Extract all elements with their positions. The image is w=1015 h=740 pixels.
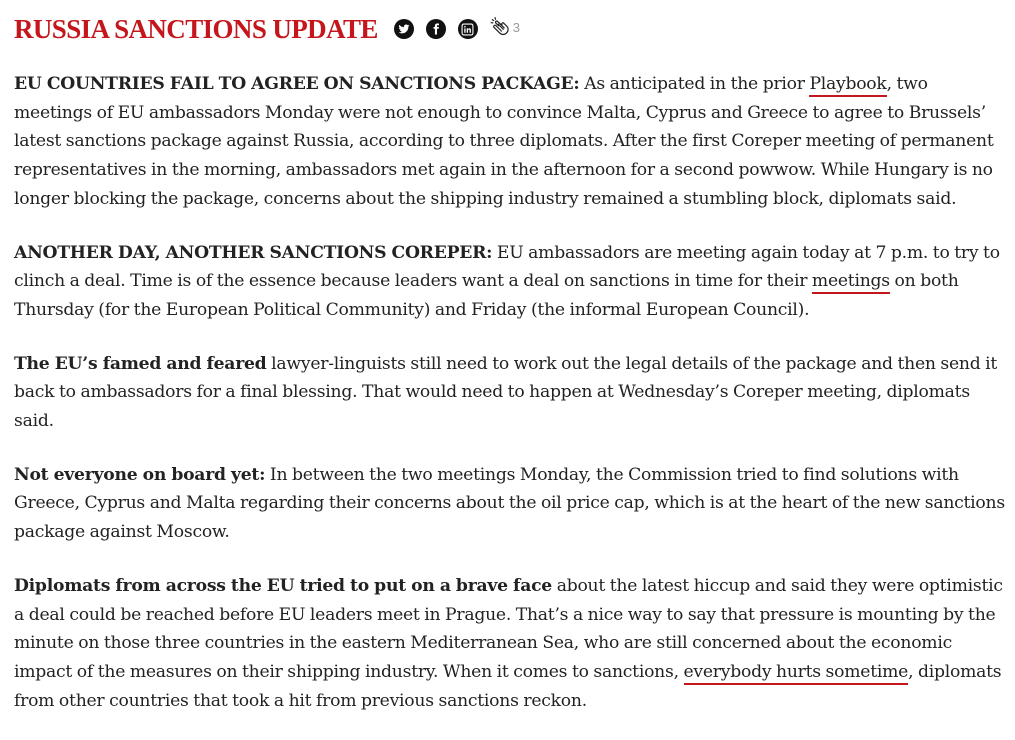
paragraph-lead: ANOTHER DAY, ANOTHER SANCTIONS COREPER: bbox=[14, 242, 493, 263]
paragraph-text: , two meetings of EU ambassadors Monday were not enough to convince Malta, Cyprus and Greece to agree to Brussels’ latest sanctions package against Russia, according to three diplomats. After the first Coreper meeting of permanent representatives in the morning, ambassadors met again in the afternoon for a second powwow. While Hungary is no longer blocking the package, concerns about the shipping industry remained a stumbling block, diplomats said. bbox=[14, 74, 994, 209]
clap-button[interactable] bbox=[490, 16, 520, 42]
linkedin-icon[interactable] bbox=[458, 19, 478, 39]
paragraph-lawyer-linguists bbox=[14, 350, 1009, 436]
paragraph-text: lawyer-linguists still need to work out the legal details of the package and then send it back to ambassadors for a final blessing. That would need to happen at Wednesday’s Coreper meeting, diplomats said. bbox=[14, 353, 998, 432]
paragraph-another-coreper bbox=[14, 239, 1009, 325]
clap-icon bbox=[490, 16, 512, 42]
paragraph-lead: Not everyone on board yet: bbox=[14, 464, 266, 485]
paragraph-text: on both Thursday (for the European Political Community) and Friday (the informal European Council). bbox=[14, 271, 959, 320]
paragraph-text: As anticipated in the prior bbox=[579, 74, 810, 94]
everybody-hurts-link[interactable]: everybody hurts sometime bbox=[684, 662, 909, 685]
facebook-icon[interactable] bbox=[426, 19, 446, 39]
section-title: RUSSIA SANCTIONS UPDATE bbox=[14, 13, 378, 44]
paragraph-text: , diplomats from other countries that took a hit from previous sanctions reckon. bbox=[14, 661, 1002, 711]
paragraph-lead: The EU’s famed and feared bbox=[14, 353, 267, 374]
paragraph-text: about the latest hiccup and said they were optimistic a deal could be reached before EU leaders meet in Prague. That’s a nice way to say that pressure is mounting by the minute on those three countries in the eastern Mediterranean Sea, who are still concerned about the economic impact of the measures on their shipping industry. When it comes to sanctions, bbox=[14, 575, 1003, 682]
paragraph-lead: Diplomats from across the EU tried to put on a brave face bbox=[14, 575, 552, 596]
article-body bbox=[14, 70, 1009, 740]
article-header bbox=[14, 12, 520, 46]
twitter-icon[interactable] bbox=[394, 19, 414, 39]
paragraph-lead: EU COUNTRIES FAIL TO AGREE ON SANCTIONS PACKAGE: bbox=[14, 74, 580, 94]
paragraph-brave-face bbox=[14, 572, 1009, 716]
paragraph-text: In between the two meetings Monday, the Commission tried to find solutions with Greece, Cyprus and Malta regarding their concerns about the oil price cap, which is at the heart of the new sanctions package against Moscow. bbox=[14, 464, 1005, 543]
clap-count: 3 bbox=[512, 19, 521, 35]
playbook-link[interactable]: Playbook bbox=[809, 74, 886, 97]
paragraph-not-on-board bbox=[14, 461, 1009, 547]
paragraph-text: EU ambassadors are meeting again today at 7 p.m. to try to clinch a deal. Time is of the essence because leaders want a deal on sanctions in time for their bbox=[14, 242, 1000, 292]
meetings-link[interactable]: meetings bbox=[812, 271, 890, 294]
paragraph-sanctions-package bbox=[14, 70, 1009, 214]
